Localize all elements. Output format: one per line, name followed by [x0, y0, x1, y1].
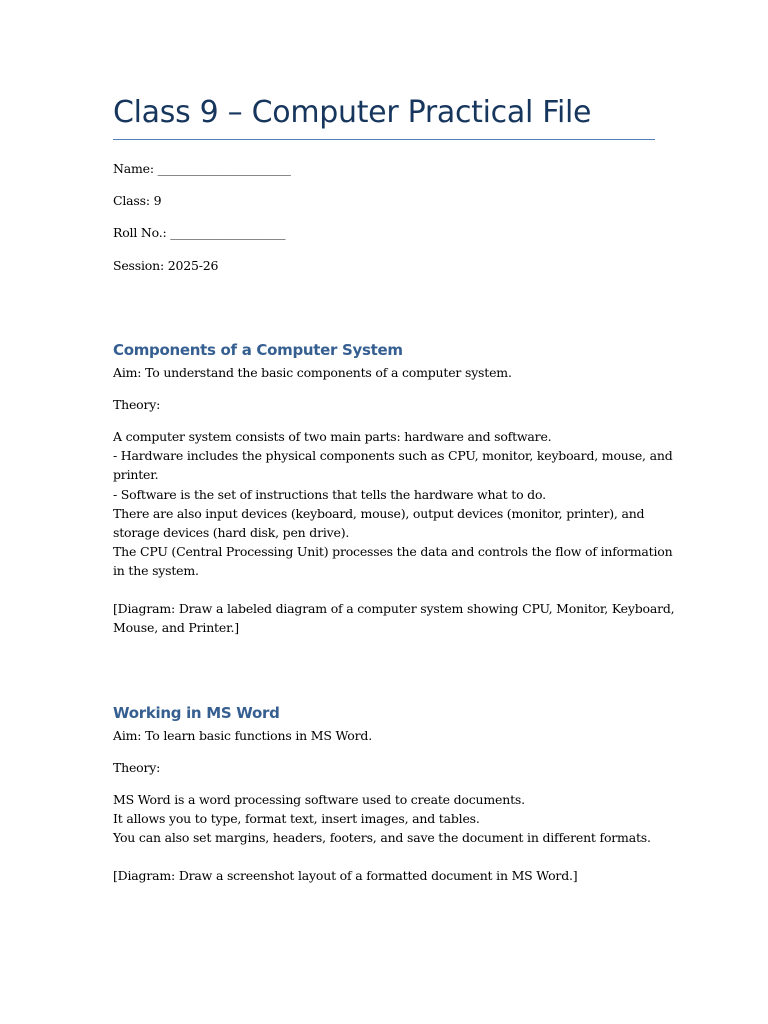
body-line: You can also set margins, headers, footers, and save the document in different formats. — [113, 830, 651, 846]
section-heading-computer-components: Components of a Computer System — [113, 341, 403, 359]
body-line: The CPU (Central Processing Unit) processes the data and controls the flow of information — [113, 544, 673, 560]
diagram-line: [Diagram: Draw a labeled diagram of a computer system showing CPU, Monitor, Keyboard, — [113, 601, 675, 616]
body-line: It allows you to type, format text, insert images, and tables. — [113, 811, 480, 827]
body-line: printer. — [113, 467, 159, 483]
body-line: A computer system consists of two main parts: hardware and software. — [113, 429, 552, 444]
section-aim: Aim: To understand the basic components of a computer system. — [113, 365, 512, 380]
section-heading-ms-word: Working in MS Word — [113, 704, 280, 722]
section-diagram-note — [113, 599, 675, 637]
diagram-line: Mouse, and Printer.] — [113, 620, 239, 636]
body-line: MS Word is a word processing software used to create documents. — [113, 792, 525, 807]
student-name-line: Name: ______________________ — [113, 161, 291, 176]
body-line: There are also input devices (keyboard, mouse), output devices (monitor, printer), and — [113, 505, 645, 521]
student-class-line: Class: 9 — [113, 193, 162, 208]
section-diagram-note — [113, 866, 655, 885]
body-line: in the system. — [113, 563, 199, 579]
section-aim: Aim: To learn basic functions in MS Word. — [113, 728, 372, 743]
section-theory-label: Theory: — [113, 397, 161, 412]
section-theory-body — [113, 790, 655, 848]
title-underline — [113, 139, 655, 140]
session-line: Session: 2025-26 — [113, 258, 219, 273]
body-line: - Hardware includes the physical components such as CPU, monitor, keyboard, mouse, and — [113, 448, 673, 464]
body-line: - Software is the set of instructions that tells the hardware what to do. — [113, 486, 546, 502]
diagram-line: [Diagram: Draw a screenshot layout of a formatted document in MS Word.] — [113, 868, 578, 883]
roll-number-line: Roll No.: ___________________ — [113, 225, 286, 240]
document-title: Class 9 – Computer Practical File — [113, 95, 592, 130]
section-theory-body — [113, 427, 673, 581]
body-line: storage devices (hard disk, pen drive). — [113, 525, 350, 541]
section-theory-label: Theory: — [113, 760, 161, 775]
